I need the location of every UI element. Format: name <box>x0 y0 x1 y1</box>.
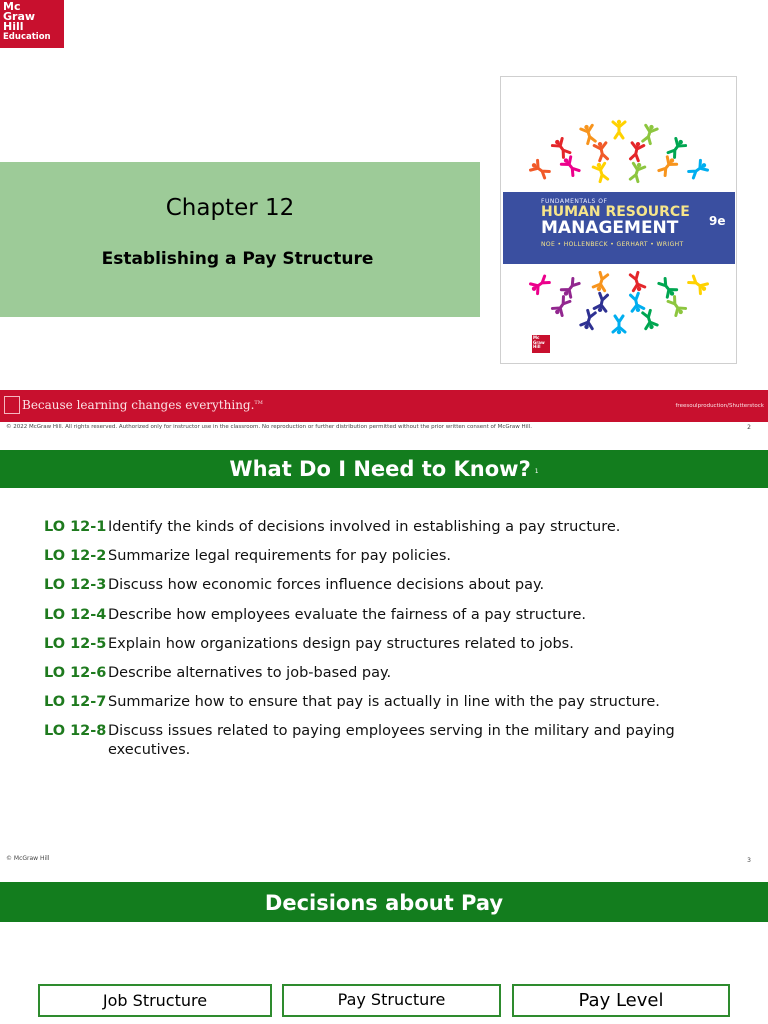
tagline-text: Because learning changes everything. <box>22 398 255 412</box>
cover-figure-icon <box>594 141 610 161</box>
copyright-notice: © 2022 McGraw Hill. All rights reserved. Authorized only for instructor use in the classroom. No reproduction or further distribution permitted without the prior written consent of McGraw Hill. <box>6 424 532 430</box>
cover-figure-icon <box>687 159 709 179</box>
objective-item <box>44 722 744 760</box>
logo-line-3: Hill <box>3 20 24 33</box>
cover-figure-icon <box>666 137 686 159</box>
cover-figure-icon <box>580 310 597 331</box>
slide-2-title-bar <box>0 450 768 488</box>
cover-figure-icon <box>594 293 610 313</box>
objective-text: Discuss how economic forces influence decisions about pay. <box>108 577 545 594</box>
footer-tagline-bar <box>0 390 768 422</box>
objective-item <box>44 635 744 654</box>
cover-figure-icon <box>551 137 571 159</box>
logo-line-2: Graw <box>3 10 36 23</box>
cover-figure-icon <box>628 161 645 182</box>
objective-code: LO 12-7 <box>44 694 107 711</box>
cover-edition: 9e <box>709 214 726 228</box>
cover-fundamentals: FUNDAMENTALS OF <box>541 198 608 205</box>
cover-figure-icon <box>613 120 625 138</box>
cover-figure-icon <box>551 295 571 317</box>
cover-figure-icon <box>529 274 551 294</box>
cover-figure-icon <box>529 159 551 179</box>
objective-code: LO 12-8 <box>44 723 107 740</box>
objective-code: LO 12-3 <box>44 577 107 594</box>
cover-figure-icon <box>593 161 610 182</box>
learning-objectives-list <box>44 518 744 771</box>
objective-text: Discuss issues related to paying employees serving in the military and paying executives. <box>108 723 675 759</box>
pay-level-box: Pay Level <box>512 984 730 1017</box>
slide-3-title-bar <box>0 882 768 922</box>
cover-figure-icon <box>613 316 625 334</box>
slide-2-copyright: © McGraw Hill <box>6 855 50 862</box>
cover-title-band <box>503 192 735 264</box>
cover-figure-icon <box>593 272 610 293</box>
objective-item <box>44 576 744 595</box>
objective-text: Summarize legal requirements for pay policies. <box>108 548 452 565</box>
cover-logo: Mc Graw Hill <box>532 335 550 353</box>
cover-figure-icon <box>687 274 709 294</box>
page-number-2: 2 <box>747 424 751 431</box>
cover-authors: NOE • HOLLENBECK • GERHART • WRIGHT <box>541 241 684 248</box>
objective-text: Explain how organizations design pay structures related to jobs. <box>108 635 574 652</box>
objective-item <box>44 606 744 625</box>
mcgraw-hill-logo <box>0 0 64 48</box>
photo-credit: freesoulproduction/Shutterstock <box>675 403 764 409</box>
cover-title-2: MANAGEMENT <box>541 218 679 238</box>
cover-figure-icon <box>628 272 645 293</box>
logo-line-4: Education <box>3 32 51 42</box>
chapter-subtitle: Establishing a Pay Structure <box>101 249 374 269</box>
tagline-tm: TM <box>254 400 263 406</box>
cover-figure-icon <box>629 293 645 313</box>
objective-item <box>44 547 744 566</box>
pay-structure-box: Pay Structure <box>282 984 501 1017</box>
objective-item <box>44 664 744 683</box>
cover-figure-icon <box>629 141 645 161</box>
job-structure-box: Job Structure <box>38 984 272 1017</box>
cover-figure-icon <box>641 123 658 144</box>
objective-code: LO 12-2 <box>44 548 107 565</box>
objective-text: Describe how employees evaluate the fairness of a pay structure. <box>108 606 587 623</box>
cover-figure-icon <box>666 295 686 317</box>
objective-text: Describe alternatives to job-based pay. <box>108 664 392 681</box>
chapter-title: Chapter 12 <box>165 195 295 221</box>
tagline <box>22 398 263 412</box>
chapter-title-box <box>0 162 480 317</box>
book-cover-image <box>500 76 737 364</box>
objective-code: LO 12-4 <box>44 606 107 623</box>
objective-item <box>44 518 744 537</box>
cover-figure-icon <box>580 123 597 144</box>
objective-code: LO 12-1 <box>44 519 107 535</box>
slide-2-title: What Do I Need to Know? <box>229 457 531 481</box>
objective-text: Summarize how to ensure that pay is actually in line with the pay structure. <box>108 694 660 711</box>
objective-code: LO 12-5 <box>44 635 107 652</box>
slide-2-title-note: 1 <box>534 468 539 475</box>
corner-bracket-icon <box>4 396 20 414</box>
objective-text: Identify the kinds of decisions involved in establishing a pay structure. <box>108 519 621 535</box>
objective-item <box>44 693 744 712</box>
logo-line-1: Mc <box>3 0 21 13</box>
slide-3-title: Decisions about Pay <box>264 891 504 915</box>
objective-code: LO 12-6 <box>44 664 107 681</box>
page-number-3: 3 <box>747 857 751 864</box>
cover-title-1: HUMAN RESOURCE <box>541 204 690 220</box>
cover-figure-icon <box>641 310 658 331</box>
